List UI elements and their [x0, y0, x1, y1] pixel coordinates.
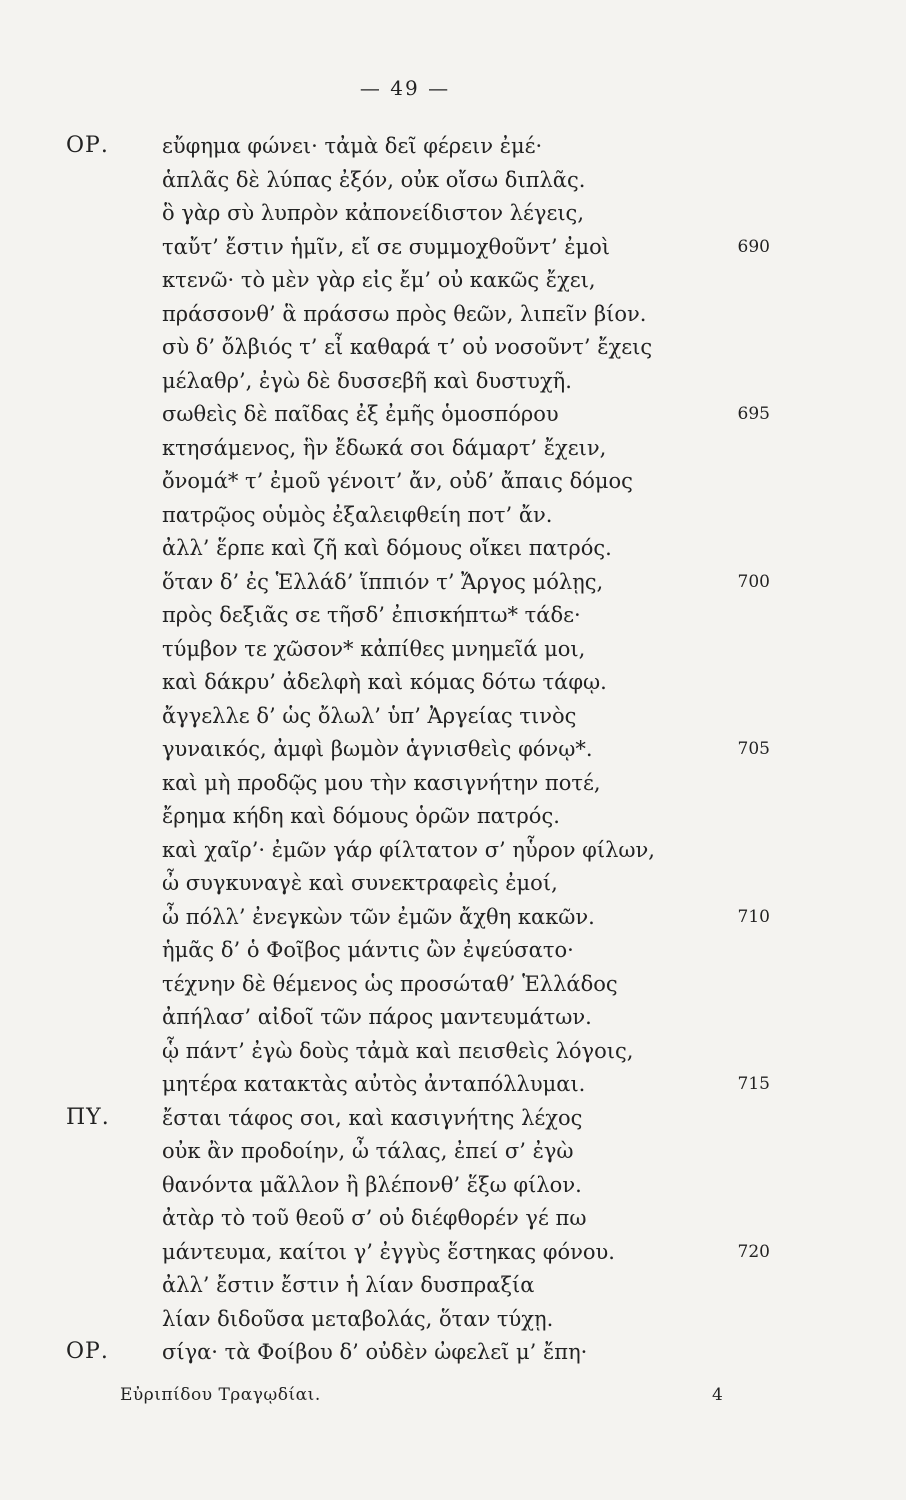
verse-text: καὶ δάκρυ’ ἀδελφὴ καὶ κόμας δότω τάφῳ. [162, 670, 607, 694]
verse-line [0, 631, 906, 667]
line-number: 700 [737, 571, 770, 592]
verse-text: κτενῶ· τὸ μὲν γὰρ εἰς ἔμ’ οὐ κακῶς ἔχει, [162, 268, 596, 292]
verse-text: καὶ μὴ προδῷς μου τὴν κασιγνήτην ποτέ, [162, 770, 601, 795]
verse-line [0, 128, 906, 164]
verse-line [0, 1033, 906, 1069]
speaker-label: ΠΥ. [66, 1104, 110, 1130]
verse-line [0, 296, 906, 332]
line-number: 705 [737, 739, 770, 759]
line-number: 695 [737, 404, 770, 424]
verse-text: ἀλλ’ ἔστιν ἔστιν ἡ λίαν δυσπραξία [162, 1273, 535, 1297]
verse-text: σωθεὶς δὲ παῖδας ἐξ ἐμῆς ὁμοσπόρου [162, 402, 559, 426]
verse-line [0, 1234, 906, 1270]
line-number: 690 [737, 236, 770, 257]
verse-text: εὔφημα φώνει· τἀμὰ δεῖ φέρειν ἐμέ· [162, 134, 543, 158]
verse-text: ὦ πόλλ’ ἐνεγκὼν τῶν ἐμῶν ἄχθη κακῶν. [162, 904, 595, 929]
verse-line [0, 765, 906, 801]
verse-text: σὺ δ’ ὄλβιός τ’ εἶ καθαρά τ’ οὐ νοσοῦντ’ ἔχεις [162, 335, 653, 359]
verse-text: ἀλλ’ ἕρπε καὶ ζῆ καὶ δόμους οἴκει πατρός. [162, 536, 612, 560]
verse-text: ταὔτ’ ἔστιν ἡμῖν, εἴ σε συμμοχθοῦντ’ ἐμοὶ [162, 234, 611, 259]
verse-text: ἡμᾶς δ’ ὁ Φοῖβος μάντις ὢν ἐψεύσατο· [162, 938, 574, 962]
verse-text: ἀπήλασ’ αἰδοῖ τῶν πάρος μαντευμάτων. [162, 1005, 592, 1029]
verse-line [0, 798, 906, 834]
verse-text: μητέρα κατακτὰς αὐτὸς ἀνταπόλλυμαι. [162, 1072, 586, 1096]
verse-line [0, 664, 906, 700]
signature-mark: 4 [712, 1385, 723, 1405]
verse-text: μέλαθρ’, ἐγὼ δὲ δυσσεβῆ καὶ δυστυχῆ. [162, 368, 572, 393]
verse-line [0, 229, 906, 265]
verse-text: ἄγγελλε δ’ ὡς ὄλωλ’ ὑπ’ Ἀργείας τινὸς [162, 703, 577, 728]
verse-line [0, 865, 906, 901]
verse-line [0, 698, 906, 734]
verse-line [0, 899, 906, 935]
verse-text: γυναικός, ἀμφὶ βωμὸν ἁγνισθεὶς φόνῳ*. [162, 737, 593, 761]
verse-line [0, 731, 906, 767]
verse-line [0, 1200, 906, 1236]
verse-text: πράσσονθ’ ἃ πράσσω πρὸς θεῶν, λιπεῖν βίον. [162, 301, 647, 326]
verse-line [0, 430, 906, 466]
verse-line [0, 463, 906, 499]
verse-line [0, 396, 906, 432]
verse-line [0, 1301, 906, 1337]
verse-text: καὶ χαῖρ’· ἐμῶν γάρ φίλτατον σ’ ηὗρον φίλων, [162, 837, 655, 862]
verse-line [0, 162, 906, 198]
verse-line [0, 363, 906, 399]
verse-text: λίαν διδοῦσα μεταβολάς, ὅταν τύχῃ. [162, 1306, 554, 1331]
line-number: 715 [737, 1074, 770, 1094]
line-number: 710 [737, 906, 770, 927]
verse-text: κτησάμενος, ἣν ἔδωκά σοι δάμαρτ’ ἔχειν, [162, 435, 607, 460]
verse-line [0, 1133, 906, 1169]
verse-text: ὅταν δ’ ἐς Ἑλλάδ’ ἵππιόν τ’ Ἄργος μόλῃς, [162, 569, 604, 594]
verse-line [0, 195, 906, 231]
verse-text: θανόντα μᾶλλον ἢ βλέπονθ’ ἕξω φίλον. [162, 1172, 582, 1197]
verse-line [0, 932, 906, 968]
speaker-label: ΟΡ. [66, 133, 109, 158]
verse-text: ἀτὰρ τὸ τοῦ θεοῦ σ’ οὐ διέφθορέν γέ πω [162, 1206, 587, 1230]
verse-line [0, 564, 906, 600]
verse-text: μάντευμα, καίτοι γ’ ἐγγὺς ἕστηκας φόνου. [162, 1239, 615, 1264]
verse-line [0, 1066, 906, 1102]
verse-text: ὄνομά* τ’ ἐμοῦ γένοιτ’ ἄν, οὐδ’ ἄπαις δόμος [162, 469, 633, 493]
verse-text: ᾧ πάντ’ ἐγὼ δοὺς τἀμὰ καὶ πεισθεὶς λόγοις, [162, 1038, 634, 1063]
verse-text: πατρῷος οὑμὸς ἐξαλειφθείη ποτ’ ἄν. [162, 502, 553, 527]
verse-text: πρὸς δεξιᾶς σε τῆσδ’ ἐπισκήπτω* τάδε· [162, 603, 581, 627]
verse-line [0, 497, 906, 533]
verse-text: οὐκ ἂν προδοίην, ὦ τάλας, ἐπεί σ’ ἐγὼ [162, 1139, 574, 1163]
verse-line [0, 597, 906, 633]
verse-text: τέχνην δὲ θέμενος ὡς προσώταθ’ Ἑλλάδος [162, 971, 618, 996]
verse-text: ἔσται τάφος σοι, καὶ κασιγνήτης λέχος [162, 1105, 583, 1130]
verse-line [0, 1267, 906, 1303]
verse-line [0, 999, 906, 1035]
verse-line [0, 1334, 906, 1370]
footer-title: Εὐριπίδου Τραγῳδίαι. [120, 1385, 321, 1405]
verse-text: τύμβον τε χῶσον* κἀπίθες μνημεῖά μοι, [162, 636, 586, 661]
verse-line [0, 966, 906, 1002]
verse-text: ὃ γὰρ σὺ λυπρὸν κἀπονείδιστον λέγεις, [162, 201, 584, 225]
page-number: — 49 — [359, 76, 451, 100]
verse-line [0, 329, 906, 365]
page-footer [0, 1380, 906, 1410]
verse-line [0, 832, 906, 868]
speaker-label: ΟΡ. [66, 1339, 109, 1364]
verse-text: ὦ συγκυναγὲ καὶ συνεκτραφεὶς ἐμοί, [162, 871, 558, 895]
verse-line [0, 262, 906, 298]
verse-line [0, 530, 906, 566]
verse-line [0, 1100, 906, 1136]
line-number: 720 [737, 1241, 770, 1262]
verse-text: σίγα· τὰ Φοίβου δ’ οὐδὲν ὠφελεῖ μ’ ἔπη· [162, 1340, 588, 1364]
verse-text: ἁπλᾶς δὲ λύπας ἐξόν, οὐκ οἴσω διπλᾶς. [162, 167, 586, 192]
verse-line [0, 1167, 906, 1203]
verse-text: ἔρημα κήδη καὶ δόμους ὁρῶν πατρός. [162, 804, 560, 828]
